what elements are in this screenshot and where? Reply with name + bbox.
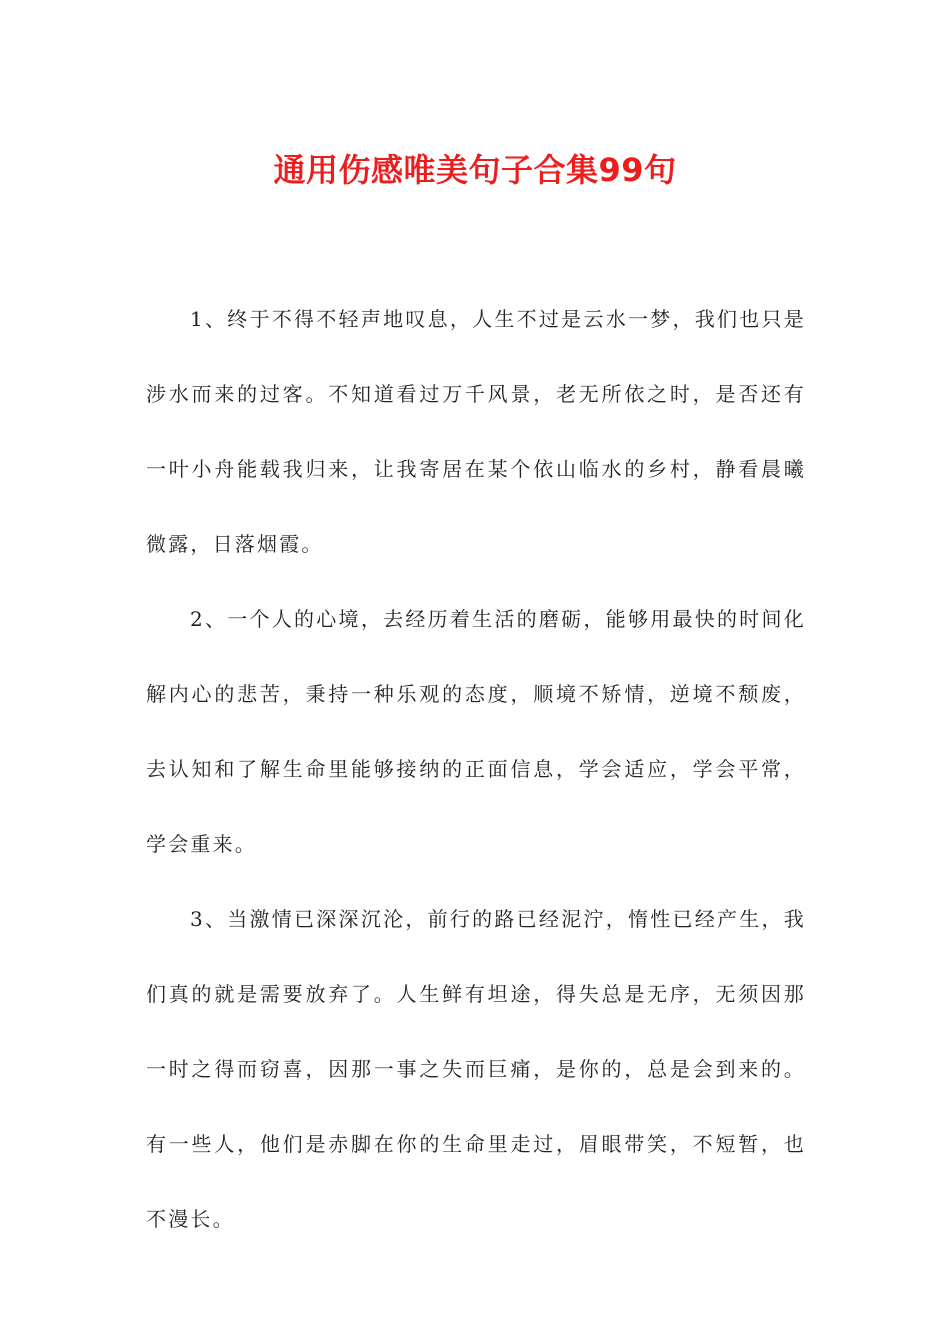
paragraph-3: 3、当激情已深深沉沦，前行的路已经泥泞，惰性已经产生，我们真的就是需要放弃了。人生鲜有坦途，得失总是无序，无须因那一时之得而窃喜，因那一事之失而巨痛，是你的，总是会到来的。有一些人，他们是赤脚在你的生命里走过，眉眼带笑，不短暂，也不漫长。 bbox=[146, 907, 806, 1231]
document-title: 通用伤感唯美句子合集99句 bbox=[273, 151, 677, 189]
paragraph-1: 1、终于不得不轻声地叹息，人生不过是云水一梦，我们也只是涉水而来的过客。不知道看过万千风景，老无所依之时，是否还有一叶小舟能载我归来，让我寄居在某个依山临水的乡村，静看晨曦微露，日落烟霞。 bbox=[146, 307, 806, 556]
document-body bbox=[146, 282, 806, 1257]
paragraph-2: 2、一个人的心境，去经历着生活的磨砺，能够用最快的时间化解内心的悲苦，秉持一种乐观的态度，顺境不矫情，逆境不颓废，去认知和了解生命里能够接纳的正面信息，学会适应，学会平常，学会重来。 bbox=[146, 607, 806, 856]
